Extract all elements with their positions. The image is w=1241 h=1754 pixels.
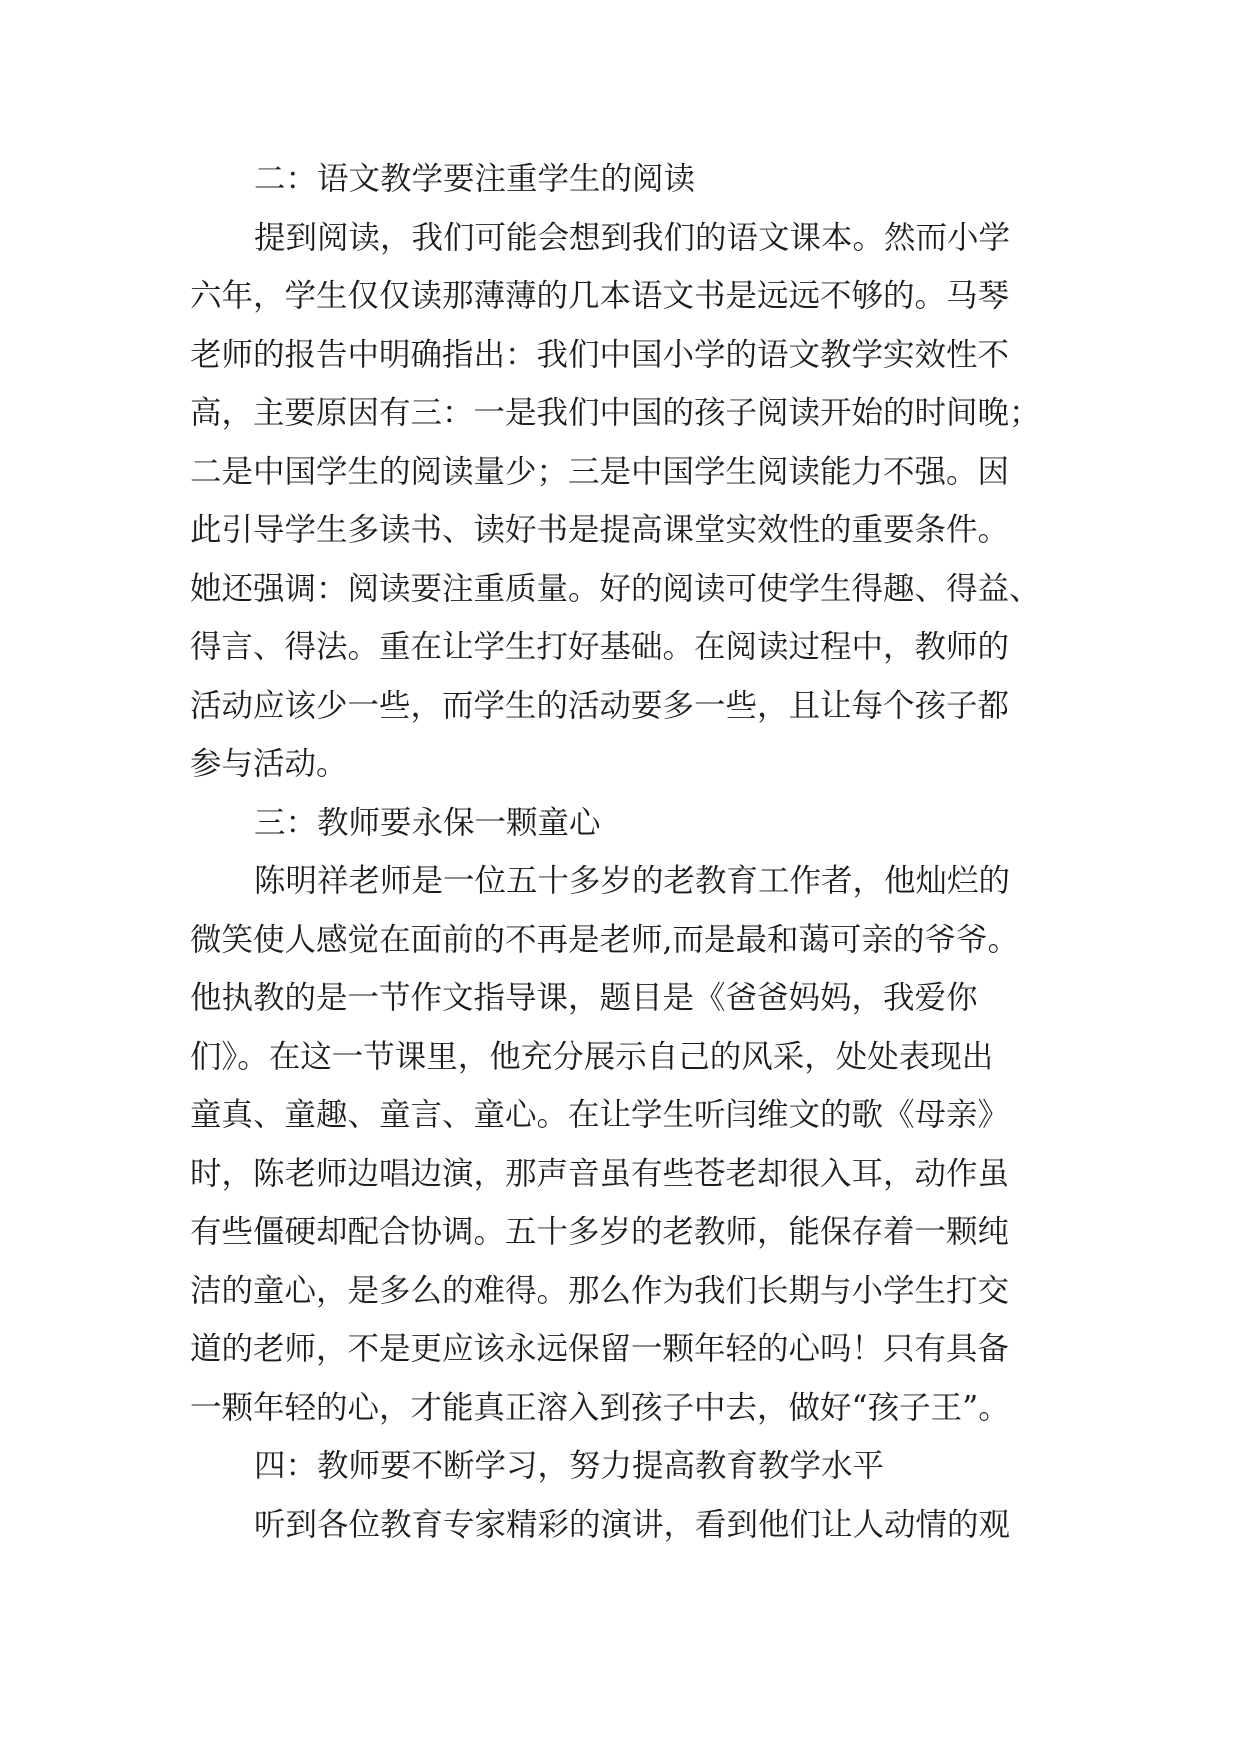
paragraph-line: 他执教的是一节作文指导课，题目是《爸爸妈妈，我爱你 [190, 980, 978, 1016]
paragraph-line: 一颗年轻的心，才能真正溶入到孩子中去，做好“孩子王”。 [190, 1389, 1010, 1426]
paragraph-line: 老师的报告中明确指出：我们中国小学的语文教学实效性不 [190, 336, 1010, 373]
paragraph-line: 提到阅读，我们可能会想到我们的语文课本。然而小学 [254, 219, 1011, 256]
paragraph-line: 她还强调：阅读要注重质量。好的阅读可使学生得趣、得益、 [190, 570, 1041, 607]
paragraph-line: 此引导学生多读书、读好书是提高课堂实效性的重要条件。 [190, 512, 1010, 548]
paragraph-line: 道的老师，不是更应该永远保留一颗年轻的心吗！只有具备 [190, 1331, 1010, 1367]
paragraph-line: 得言、得法。重在让学生打好基础。在阅读过程中，教师的 [190, 629, 1010, 665]
paragraph-line: 参与活动。 [190, 746, 348, 782]
document-body [190, 150, 1070, 1554]
paragraph-line: 童真、童趣、童言、童心。在让学生听闫维文的歌《母亲》 [190, 1097, 1010, 1133]
paragraph-line: 听到各位教育专家精彩的演讲，看到他们让人动情的观 [254, 1506, 1011, 1543]
paragraph-line: 时，陈老师边唱边演，那声音虽有些苍老却很入耳，动作虽 [190, 1155, 1010, 1192]
paragraph-line: 六年，学生仅仅读那薄薄的几本语文书是远远不够的。马琴 [190, 278, 1010, 314]
paragraph-line: 微笑使人感觉在面前的不再是老师,而是最和蔼可亲的爷爷。 [190, 921, 1020, 958]
section-heading-3: 三：教师要永保一颗童心 [254, 804, 601, 841]
paragraph-line: 陈明祥老师是一位五十多岁的老教育工作者，他灿烂的 [254, 863, 1011, 899]
section-heading-4: 四：教师要不断学习，努力提高教育教学水平 [254, 1448, 885, 1484]
paragraph-line: 活动应该少一些，而学生的活动要多一些，且让每个孩子都 [190, 687, 1010, 724]
paragraph-line: 高，主要原因有三：一是我们中国的孩子阅读开始的时间晚； [190, 395, 1041, 431]
paragraph-line: 们》。在这一节课里，他充分展示自己的风采，处处表现出 [190, 1038, 994, 1075]
paragraph-line: 洁的童心，是多么的难得。那么作为我们长期与小学生打交 [190, 1272, 1010, 1309]
section-heading-2: 二：语文教学要注重学生的阅读 [254, 161, 696, 197]
paragraph-line: 有些僵硬却配合协调。五十多岁的老教师，能保存着一颗纯 [190, 1214, 1010, 1250]
paragraph-line: 二是中国学生的阅读量少；三是中国学生阅读能力不强。因 [190, 453, 1010, 490]
